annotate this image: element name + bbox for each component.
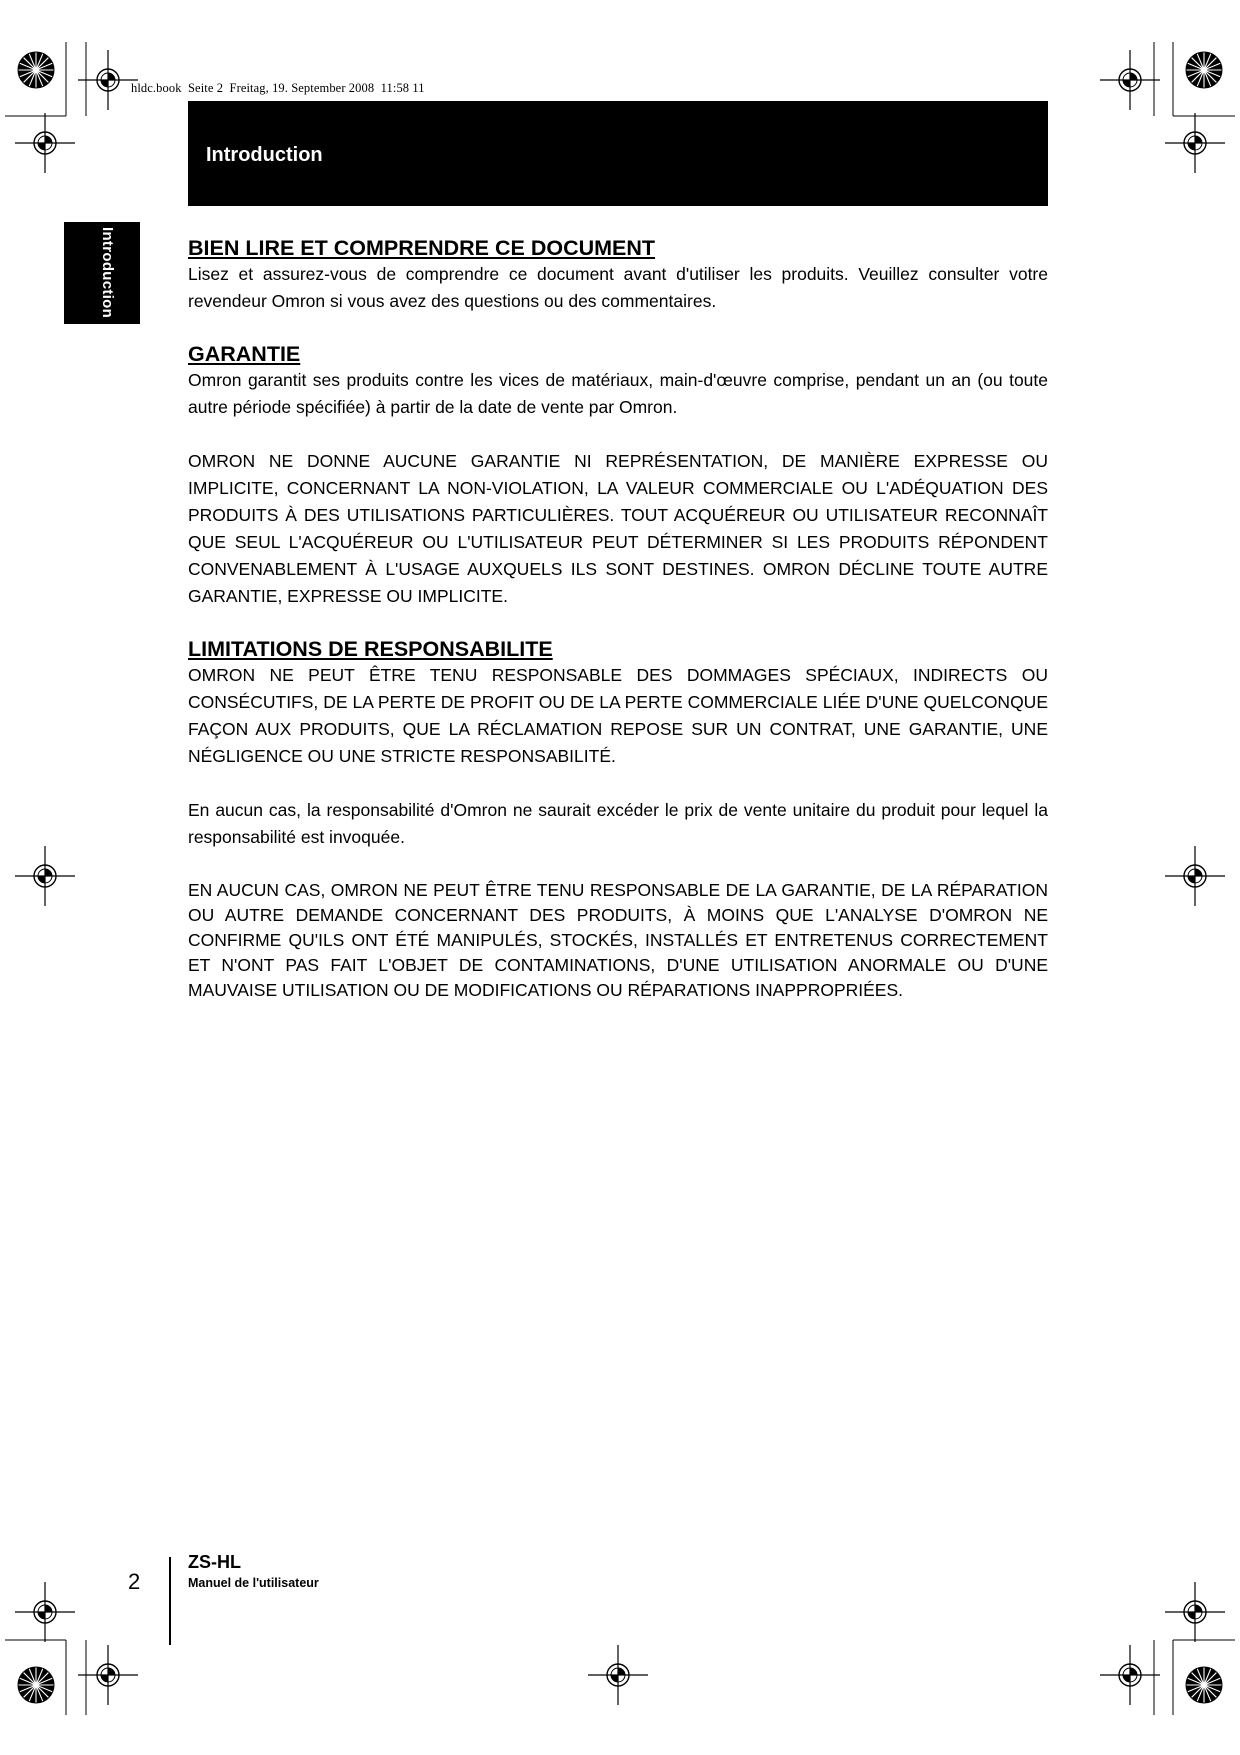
footer-manual-title: Manuel de l'utilisateur — [188, 1576, 319, 1590]
section-heading-read: BIEN LIRE ET COMPRENDRE CE DOCUMENT — [188, 236, 656, 260]
print-slug: hldc.book Seite 2 Freitag, 19. September 2008 11:58 11 — [131, 81, 425, 95]
registration-mark-icon — [78, 1645, 138, 1705]
starburst-icon — [1186, 1667, 1222, 1703]
paragraph-warranty-1: Omron garantit ses produits contre les vices de matériaux, main-d'œuvre comprise, pendant un an (ou toute autre période spécifiée) à partir de la date de vente par Omron. — [188, 370, 1048, 417]
registration-mark-icon — [1100, 1645, 1160, 1705]
paragraph-read: Lisez et assurez-vous de comprendre ce document avant d'utiliser les produits. Veuillez consulter votre revendeur Omron si vous avez des questions ou des commentaires. — [188, 264, 1048, 311]
starburst-icon — [18, 52, 54, 88]
registration-mark-icon — [15, 1582, 75, 1642]
paragraph-limitations-1: OMRON NE PEUT ÊTRE TENU RESPONSABLE DES DOMMAGES SPÉCIAUX, INDIRECTS OU CONSÉCUTIFS, DE LA PERTE DE PROFIT OU DE LA PERTE COMMERCIALE LIÉE D'UNE QUELCONQUE FAÇON AUX PRODUITS, QUE LA RÉCLAMATION REPOSE SUR UN CONTRAT, UNE GARANTIE, UNE NÉGLIGENCE OU UNE STRICTE RESPONSABILITÉ. — [188, 665, 1048, 766]
side-tab-label: Introduction — [99, 227, 116, 319]
section-heading-warranty: GARANTIE — [188, 342, 301, 366]
page-number: 2 — [128, 1569, 141, 1594]
registration-mark-icon — [1165, 113, 1225, 173]
paragraph-limitations-3: EN AUCUN CAS, OMRON NE PEUT ÊTRE TENU RESPONSABLE DE LA GARANTIE, DE LA RÉPARATION OU AUTRE DEMANDE CONCERNANT DES PRODUITS, À MOINS QUE L'ANALYSE D'OMRON NE CONFIRME QU'ILS ONT ÉTÉ MANIPULÉS, STOCKÉS, INSTALLÉS ET ENTRETENUS CORRECTEMENT ET N'ONT PAS FAIT L'OBJET DE CONTAMINATIONS, D'UNE UTILISATION ANORMALE OU D'UNE MAUVAISE UTILISATION OU DE MODIFICATIONS OU RÉPARATIONS INAPPROPRIÉES. — [188, 880, 1048, 1000]
registration-mark-icon — [588, 1645, 648, 1705]
registration-mark-icon — [1100, 50, 1160, 110]
section-heading-limitations: LIMITATIONS DE RESPONSABILITE — [188, 637, 553, 661]
header-bar — [188, 101, 1048, 206]
registration-mark-icon — [78, 50, 138, 110]
registration-mark-icon — [15, 846, 75, 906]
footer-product-name: ZS-HL — [188, 1552, 241, 1572]
header-title: Introduction — [206, 144, 323, 166]
registration-mark-icon — [1165, 1582, 1225, 1642]
registration-mark-icon — [15, 113, 75, 173]
registration-mark-icon — [1165, 846, 1225, 906]
main-content — [188, 235, 1048, 1003]
starburst-icon — [18, 1667, 54, 1703]
footer-divider — [169, 1557, 171, 1645]
paragraph-limitations-2: En aucun cas, la responsabilité d'Omron ne saurait excéder le prix de vente unitaire du produit pour lequel la responsabilité est invoquée. — [188, 800, 1048, 847]
paragraph-warranty-2: OMRON NE DONNE AUCUNE GARANTIE NI REPRÉSENTATION, DE MANIÈRE EXPRESSE OU IMPLICITE, CONCERNANT LA NON-VIOLATION, LA VALEUR COMMERCIALE OU L'ADÉQUATION DES PRODUITS À DES UTILISATIONS PARTICULIÈRES. TOUT ACQUÉREUR OU UTILISATEUR RECONNAÎT QUE SEUL L'ACQUÉREUR OU L'UTILISATEUR PEUT DÉTERMINER SI LES PRODUITS RÉPONDENT CONVENABLEMENT À L'USAGE AUXQUELS ILS SONT DESTINES. OMRON DÉCLINE TOUTE AUTRE GARANTIE, EXPRESSE OU IMPLICITE. — [188, 451, 1048, 606]
starburst-icon — [1186, 52, 1222, 88]
